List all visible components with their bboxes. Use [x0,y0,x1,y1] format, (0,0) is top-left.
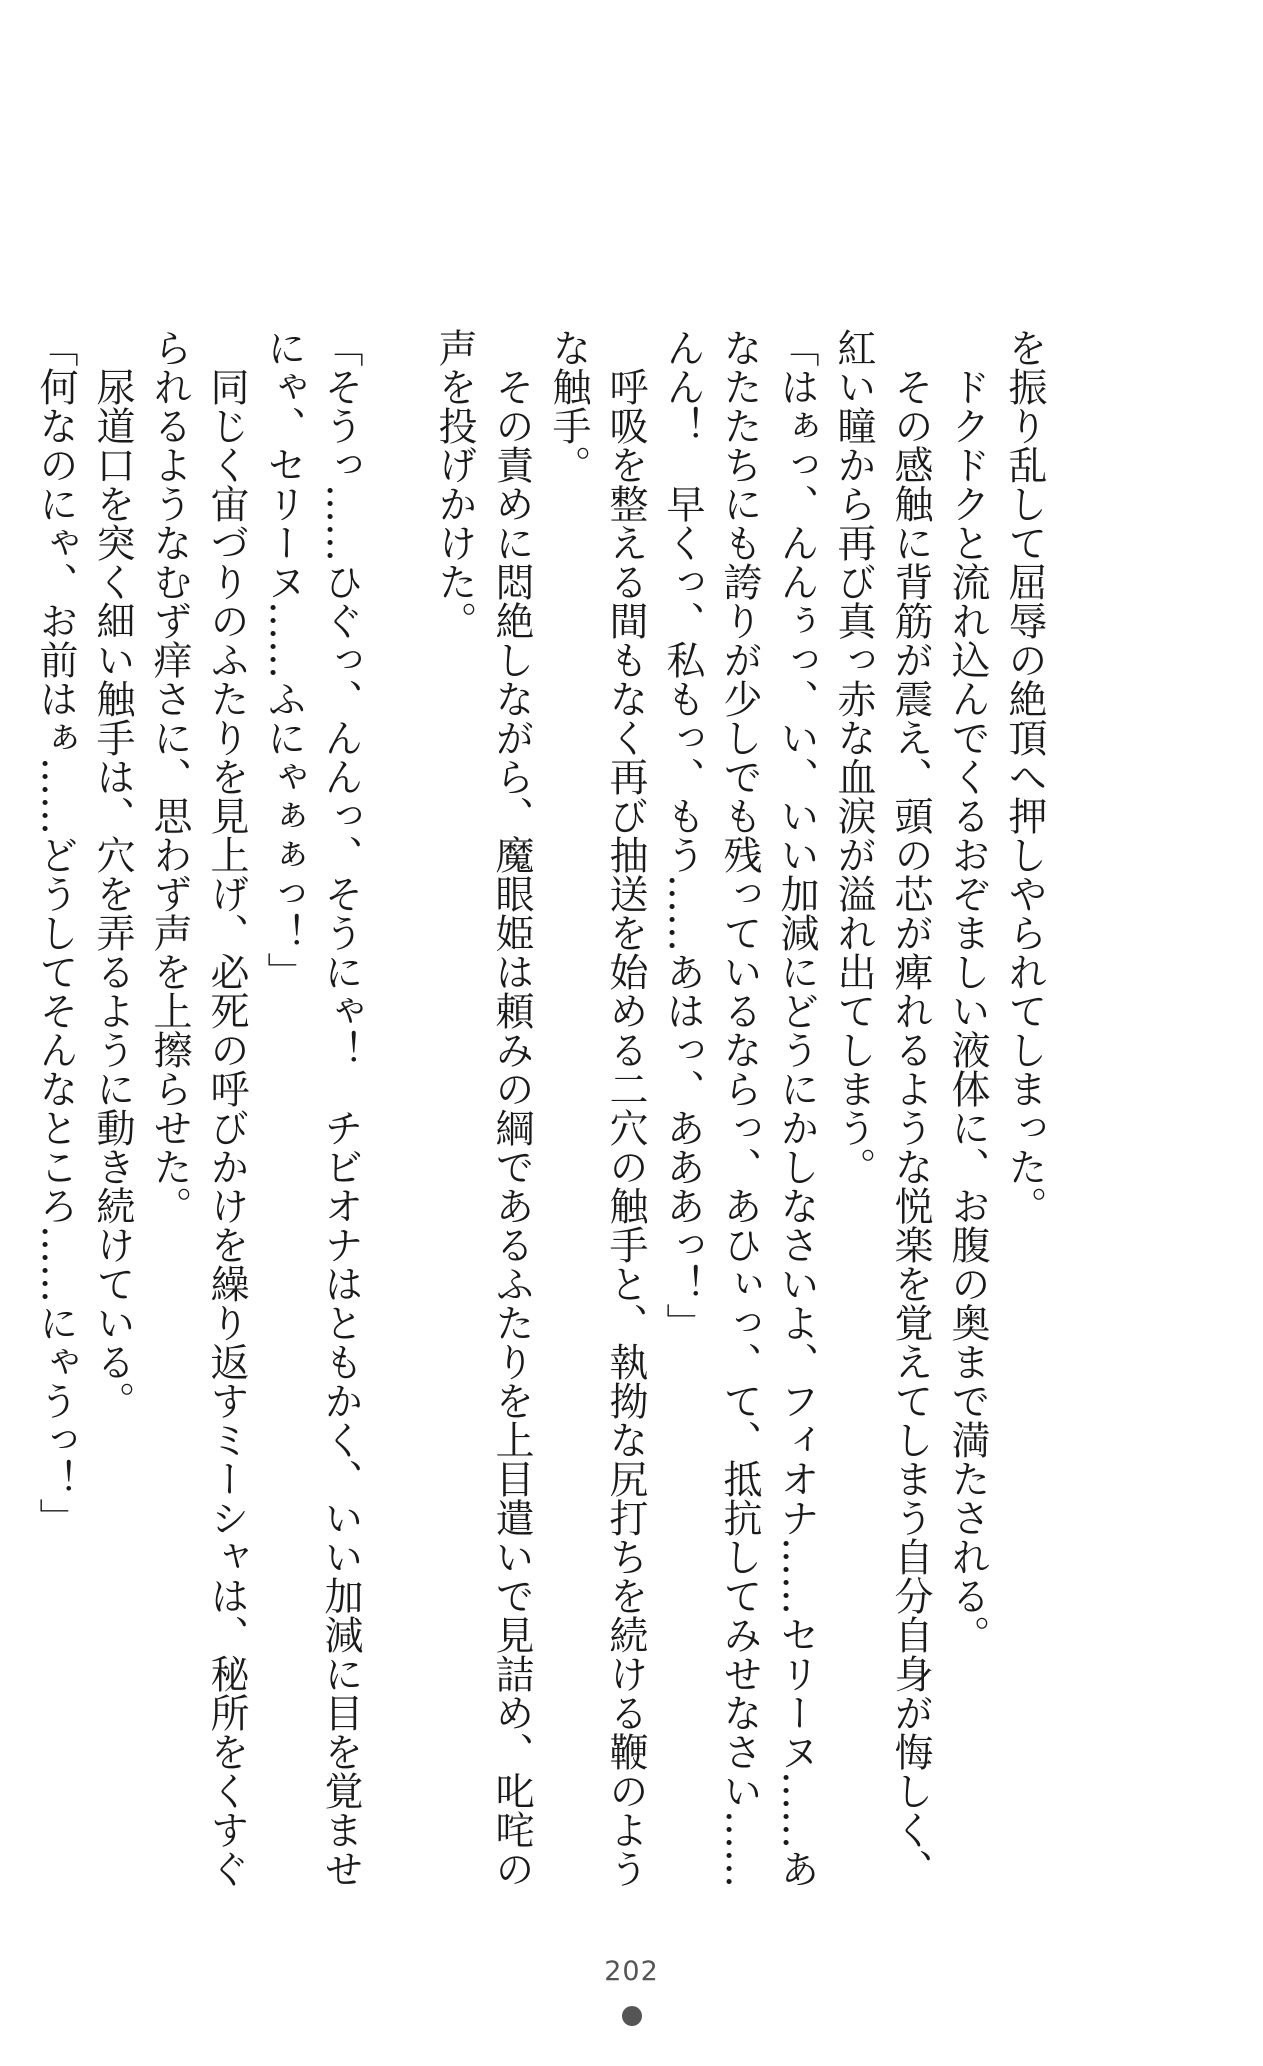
text-line: 呼吸を整える間もなく再び抽送を始める二穴の触手と、執拗な尻打ちを続ける鞭のよう [603,328,648,1888]
text-line: 同じく宙づりのふたりを見上げ、必死の呼びかけを繰り返すミーシャは、秘所をくすぐ [204,328,249,1888]
page-dot-icon [622,2006,642,2026]
text-line: なたたちにも誇りが少しでも残っているならっ、あひぃっ、て、抵抗してみせなさい…… [717,328,762,1888]
text-line: な触手。 [546,328,591,484]
text-line: 声を投げかけた。 [432,328,477,640]
text-line: 「そうっ……ひぐっ、んんっ、そうにゃ！ チビオナはともかく、いい加減に目を覚ませ [318,328,363,1888]
text-line: 「何なのにゃ、お前はぁ……どうしてそんなところ……にゃうっ！」 [33,328,78,1537]
text-line: その感触に背筋が震え、頭の芯が痺れるような悦楽を覚えてしまう自分自身が悔しく、 [888,328,933,1888]
text-line: 紅い瞳から再び真っ赤な血涙が溢れ出てしまう。 [831,328,876,1186]
text-line: ドクドクと流れ込んでくるおぞましい液体に、お腹の奥まで満たされる。 [945,328,990,1654]
page-number: 202 [604,1956,659,1987]
text-line: にゃ、セリーヌ……ふにゃぁぁっ！」 [261,328,306,991]
text-line: その責めに悶絶しながら、魔眼姫は頼みの綱であるふたりを上目遣いで見詰め、叱咤の [489,328,534,1888]
text-line: られるようなむず痒さに、思わず声を上擦らせた。 [147,328,192,1225]
body-text [27,328,1053,1888]
text-line: んん！ 早くっ、私もっ、もう……あはっ、あああっ！」 [660,328,705,1342]
text-line: 尿道口を突く細い触手は、穴を弄るように動き続けている。 [90,328,135,1420]
text-line: を振り乱して屈辱の絶頂へ押しやられてしまった。 [1002,328,1047,1225]
paragraph-gap [369,328,426,1708]
text-line: 「はぁっ、んんぅっ、い、いい加減にどうにかしなさいよ、フィオナ……セリーヌ……あ [774,328,819,1888]
